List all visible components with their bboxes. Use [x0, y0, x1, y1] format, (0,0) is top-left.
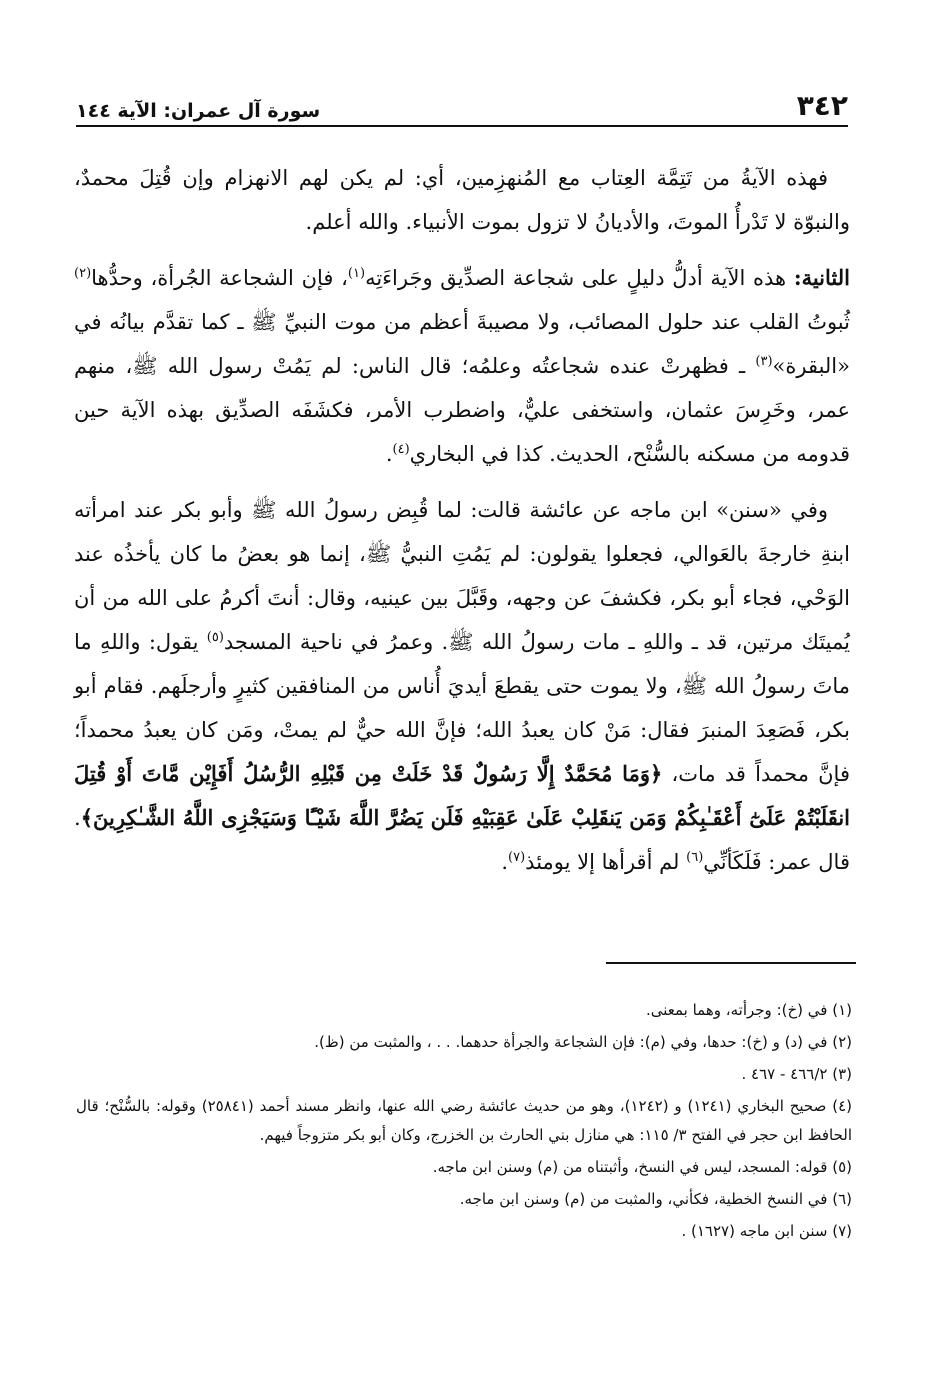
footnote-ref-2: (٢)	[74, 266, 92, 281]
paragraph-3-text-3: . قال عمر: فَلَكَأنِّي	[74, 806, 850, 874]
footnote-3: (٣) ٤٦٦/٢ - ٤٦٧ .	[741, 1065, 852, 1083]
footnote-7: (٧) سنن ابن ماجه (١٦٢٧) .	[681, 1222, 852, 1240]
footnote-separator	[606, 962, 856, 964]
quran-verse: ﴿وَمَا مُحَمَّدٌ إِلَّا رَسُولٌ قَدْ خَلَتْ مِن قَبْلِهِ الرُّسُلُ أَفَإِيْن مَّاتَ أَوْ قُتِلَ انقَلَبْتُمْ عَلَىٰٓ أَعْقَـٰبِكُمْ وَمَن يَنقَلِبْ عَلَىٰ عَقِبَيْهِ فَلَن يَضُرَّ اللَّهَ شَيْـًٔا وَسَيَجْزِى اللَّهُ الشَّـٰكِرِينَ﴾	[74, 761, 851, 830]
header-rule	[76, 125, 848, 127]
paragraph-2-text-4: ـ فظهرتْ عنده شجاعتُه وعلمُه؛ قال الناس: لم يَمُتْ رسول الله ﷺ، منهم عمر، وخَرِسَ عثمان، واستخفى عليٌّ، واضطرب الأمر، فكشَفَه الصدِّيق بهذه الآية حين قدومه من مسكنه بالسُّنْح، الحديث. كذا في البخاري	[74, 354, 850, 466]
footnote-ref-3: (٣)	[755, 354, 773, 369]
footnote-ref-6: (٦)	[686, 850, 704, 865]
paragraph-3	[74, 488, 850, 884]
paragraph-3-text-4: لم أقرأها إلا يومئذ	[525, 850, 687, 874]
footnote-ref-1: (١)	[347, 266, 366, 281]
running-title: سورة آل عمران: الآية ١٤٤	[76, 100, 321, 122]
footnote-ref-7: (٧)	[508, 850, 526, 865]
paragraph-3-text-2: يقول: واللهِ ما ماتَ رسولُ الله ﷺ، ولا يموت حتى يقطعَ أيديَ أُناس من المنافقين كثيرٍ وأرجلَهم. فقام أبو بكر، فَصَعِدَ المنبرَ فقال: مَنْ كان يعبدُ الله؛ فإنَّ الله حيٌّ لم يمتْ، ومَن كان يعبدُ محمداً؛ فإنَّ محمداً قد مات،	[74, 630, 850, 786]
footnote-ref-5: (٥)	[206, 630, 224, 645]
footnote-1: (١) في (خ): وجرأته، وهما بمعنى.	[645, 1001, 852, 1019]
footnote-4: (٤) صحيح البخاري (١٢٤١) و (١٢٤٢)، وهو من حديث عائشة رضي الله عنها، وانظر مسند أحمد (٢٥٨٤١) وقوله: بالسُّنْح؛ قال الحافظ ابن حجر في الفتح ٣/ ١١٥: هي منازل بني الحارث بن الخزرج، وكان أبو بكر متزوجاً فيهم.	[76, 1097, 852, 1144]
paragraph-2-text-2: ، فإن الشجاعة الجُرأة، وحدُّها	[91, 266, 348, 290]
paragraph-2-text-5: .	[385, 442, 393, 466]
footnote-2: (٢) في (د) و (خ): حدها، وفي (م): فإن الشجاعة والجرأة حدهما. . . ، والمثبت من (ظ).	[314, 1033, 852, 1051]
paragraph-1: فهذه الآيةُ من تَتِمَّة العِتاب مع المُنهزِمين، أي: لم يكن لهم الانهزام وإن قُتِلَ محمدٌ، والنبوّة لا تَدْرأُ الموتَ، والأديانُ لا تزول بموت الأنبياء. والله أعلم.	[74, 166, 850, 234]
footnote-6: (٦) في النسخ الخطية، فكأني، والمثبت من (م) وسنن ابن ماجه.	[459, 1190, 852, 1208]
paragraph-2-text-3: ثُبوتُ القلب عند حلول المصائب، ولا مصيبةَ أعظم من موت النبيِّ ﷺ ـ كما تقدَّم بيانُه في «البقرة»	[74, 310, 850, 378]
paragraph-3-text-5: .	[501, 850, 509, 874]
footnote-ref-4: (٤)	[392, 442, 410, 457]
paragraph-3-text-1: وفي «سنن» ابن ماجه عن عائشة قالت: لما قُبِض رسولُ الله ﷺ وأبو بكر عند امرأته ابنةِ خارجةَ بالعَوالي، فجعلوا يقولون: لم يَمُتِ النبيُّ ﷺ، إنما هو بعضُ ما كان يأخذُه عند الوَحْي، فجاء أبو بكر، فكشفَ عن وجهه، وقَبَّلَ بين عينيه، وقال: أنتَ أكرمُ على الله من أن يُميتَك مرتين، قد ـ واللهِ ـ مات رسولُ الله ﷺ. وعمرُ في ناحية المسجد	[74, 498, 850, 654]
page-header	[76, 88, 848, 122]
main-text	[74, 156, 850, 884]
paragraph-2-text-1: هذه الآية أدلُّ دليلٍ على شجاعة الصدِّيق وجَراءَتِه	[365, 266, 794, 290]
page-number: ٣٤٢	[796, 89, 848, 122]
paragraph-2-lead: الثانية:	[793, 265, 850, 290]
paragraph-2	[74, 256, 850, 476]
footnotes	[76, 996, 852, 1249]
footnote-5: (٥) قوله: المسجد، ليس في النسخ، وأثبتناه من (م) وسنن ابن ماجه.	[432, 1158, 852, 1176]
